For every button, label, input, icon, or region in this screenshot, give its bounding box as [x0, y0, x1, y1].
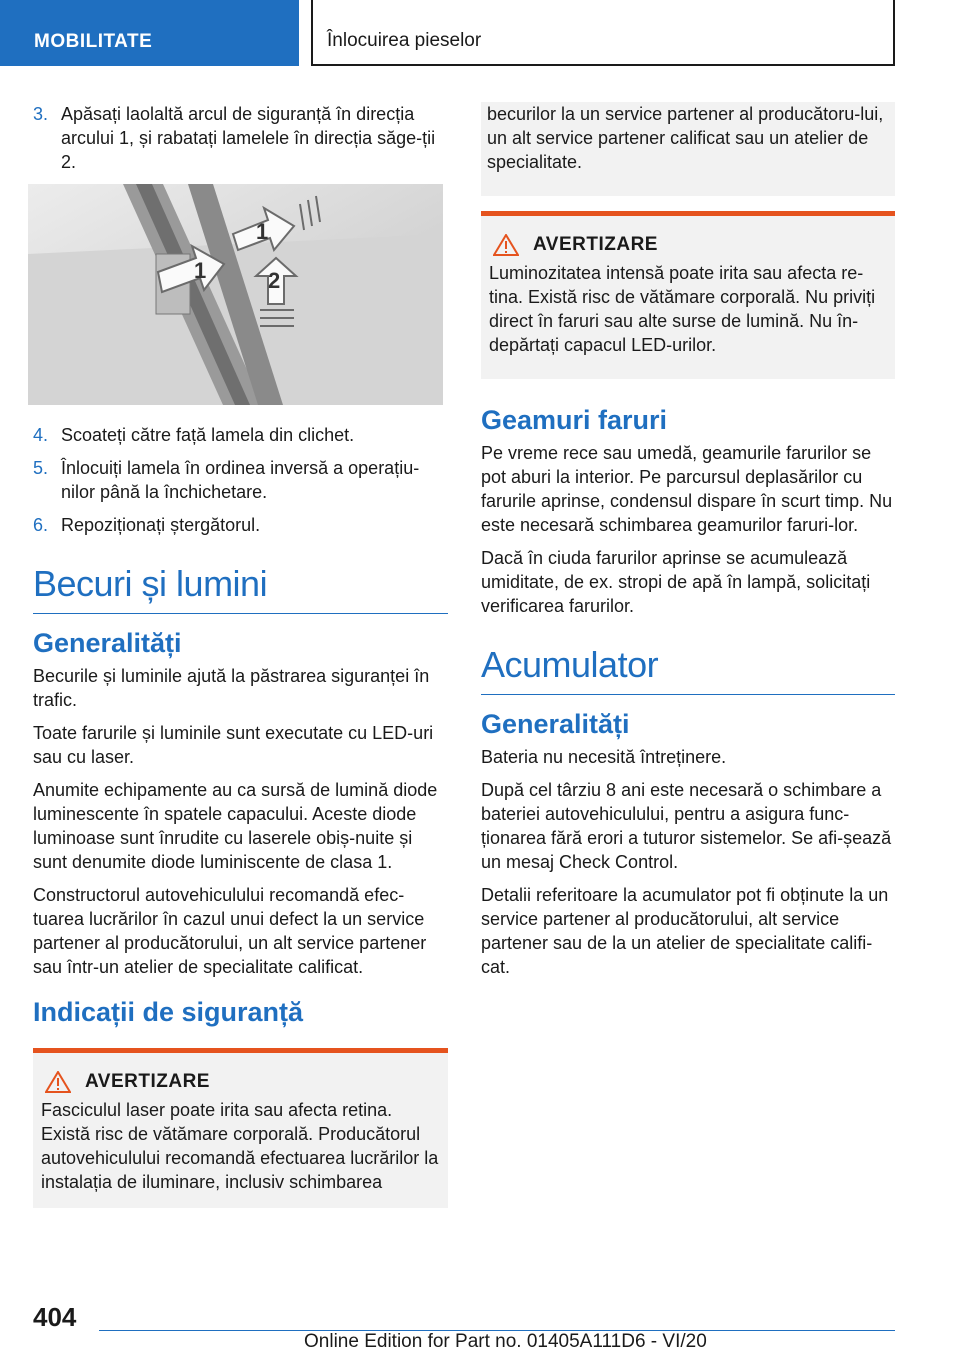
left-column — [33, 102, 448, 1208]
step-text: Repoziționați ștergătorul. — [61, 515, 261, 535]
warning-triangle-icon — [493, 234, 519, 256]
paragraph: Bateria nu necesită întreținere. — [481, 747, 727, 767]
list-item — [33, 102, 448, 174]
section-heading-lights: Becuri și lumini — [33, 563, 448, 614]
right-column — [481, 102, 895, 988]
footer-edition: Online Edition for Part no. 01405A111D6 - VI/20 — [304, 1331, 707, 1352]
step-number: 4. — [33, 425, 49, 445]
list-item — [33, 513, 448, 537]
subheading-headlight-glass: Geamuri faruri — [481, 405, 668, 435]
step-text: Scoateți către față lamela din clichet. — [61, 425, 355, 445]
paragraph: După cel târziu 8 ani este necesară o schimbare a bateriei autovehiculului, pentru a asigura func-ționarea fără erori a tuturor sistemelor. Se afi-șează un mesaj Check Control. — [481, 780, 892, 872]
warning-box — [33, 1048, 448, 1208]
step-text: Apăsați laolaltă arcul de siguranță în direcția arcului 1, și rabatați lamelele în direcția săge-ții 2. — [61, 104, 436, 172]
figure-label: 2 — [268, 268, 281, 293]
paragraph: Detalii referitoare la acumulator pot fi obținute la un service partener al producătorului, alt service partener sau de la un atelier de specialitate califi-cat. — [481, 885, 889, 977]
subheading-safety: Indicații de siguranță — [33, 997, 304, 1027]
paragraph: Pe vreme rece sau umedă, geamurile farurilor se pot aburi la interior. Pe parcursul deplasărilor cu farurile aprinse, condensul dispare în scurt timp. Nu este necesară schimbarea geamurilor faruri-lor. — [481, 443, 893, 535]
list-item — [33, 423, 448, 447]
figure-label: 1 — [194, 258, 207, 283]
paragraph: Anumite echipamente au ca sursă de lumină diode luminescente în spatele capacului. Aceste diode luminoase sunt înrudite cu laserele obiș-nuite și sunt denumite diode luminiscente de clasa 1. — [33, 780, 438, 872]
warning-text: Luminozitatea intensă poate irita sau afecta re-tina. Există risc de vătămare corporală. Nu priviți direct în faruri sau alte surse de lumină. Nu în-depărtați capacul LED-urilor. — [489, 263, 876, 355]
figure-label: 1 — [256, 219, 269, 244]
section-title: MOBILITATE — [0, 0, 299, 66]
subheading-general: Generalități — [33, 628, 182, 658]
page-number: 404 — [33, 1302, 77, 1332]
warning-title: AVERTIZARE — [533, 234, 658, 255]
paragraph: Constructorul autovehiculului recomandă efec-tuarea lucrărilor în cazul unui defect la un service partener al producătorului, un alt service partener sau într-un atelier de specialitate calificat. — [33, 885, 427, 977]
paragraph: Becurile și luminile ajută la păstrarea siguranței în trafic. — [33, 666, 430, 710]
warning-box-continued — [481, 102, 895, 196]
step-text: Înlocuiți lamela în ordinea inversă a operațiu-nilor până la închichetare. — [61, 458, 420, 502]
warning-title: AVERTIZARE — [85, 1071, 210, 1092]
step-number: 6. — [33, 515, 49, 535]
paragraph: Dacă în ciuda farurilor aprinse se acumulează umiditate, de ex. stropi de apă în lampă, solicitați verificarea farurilor. — [481, 548, 871, 616]
warning-triangle-icon — [45, 1071, 71, 1093]
step-number: 5. — [33, 458, 49, 478]
page-header — [0, 0, 960, 66]
warning-text: Fasciculul laser poate irita sau afecta retina. Există risc de vătămare corporală. Producătorul autovehiculului recomandă efectuarea lucrărilor la instalația de iluminare, inclusiv schimbarea — [41, 1100, 439, 1192]
chapter-title: Înlocuirea pieselor — [311, 0, 895, 66]
subheading-general: Generalități — [481, 709, 630, 739]
wiper-blade-figure — [28, 184, 443, 405]
paragraph: Toate farurile și luminile sunt executate cu LED-uri sau cu laser. — [33, 723, 434, 767]
warning-box — [481, 211, 895, 379]
list-item — [33, 456, 448, 504]
warning-text: becurilor la un service partener al producătoru-lui, un alt service partener calificat sau un atelier de specialitate. — [487, 104, 884, 172]
step-number: 3. — [33, 104, 49, 124]
section-heading-battery: Acumulator — [481, 644, 895, 695]
